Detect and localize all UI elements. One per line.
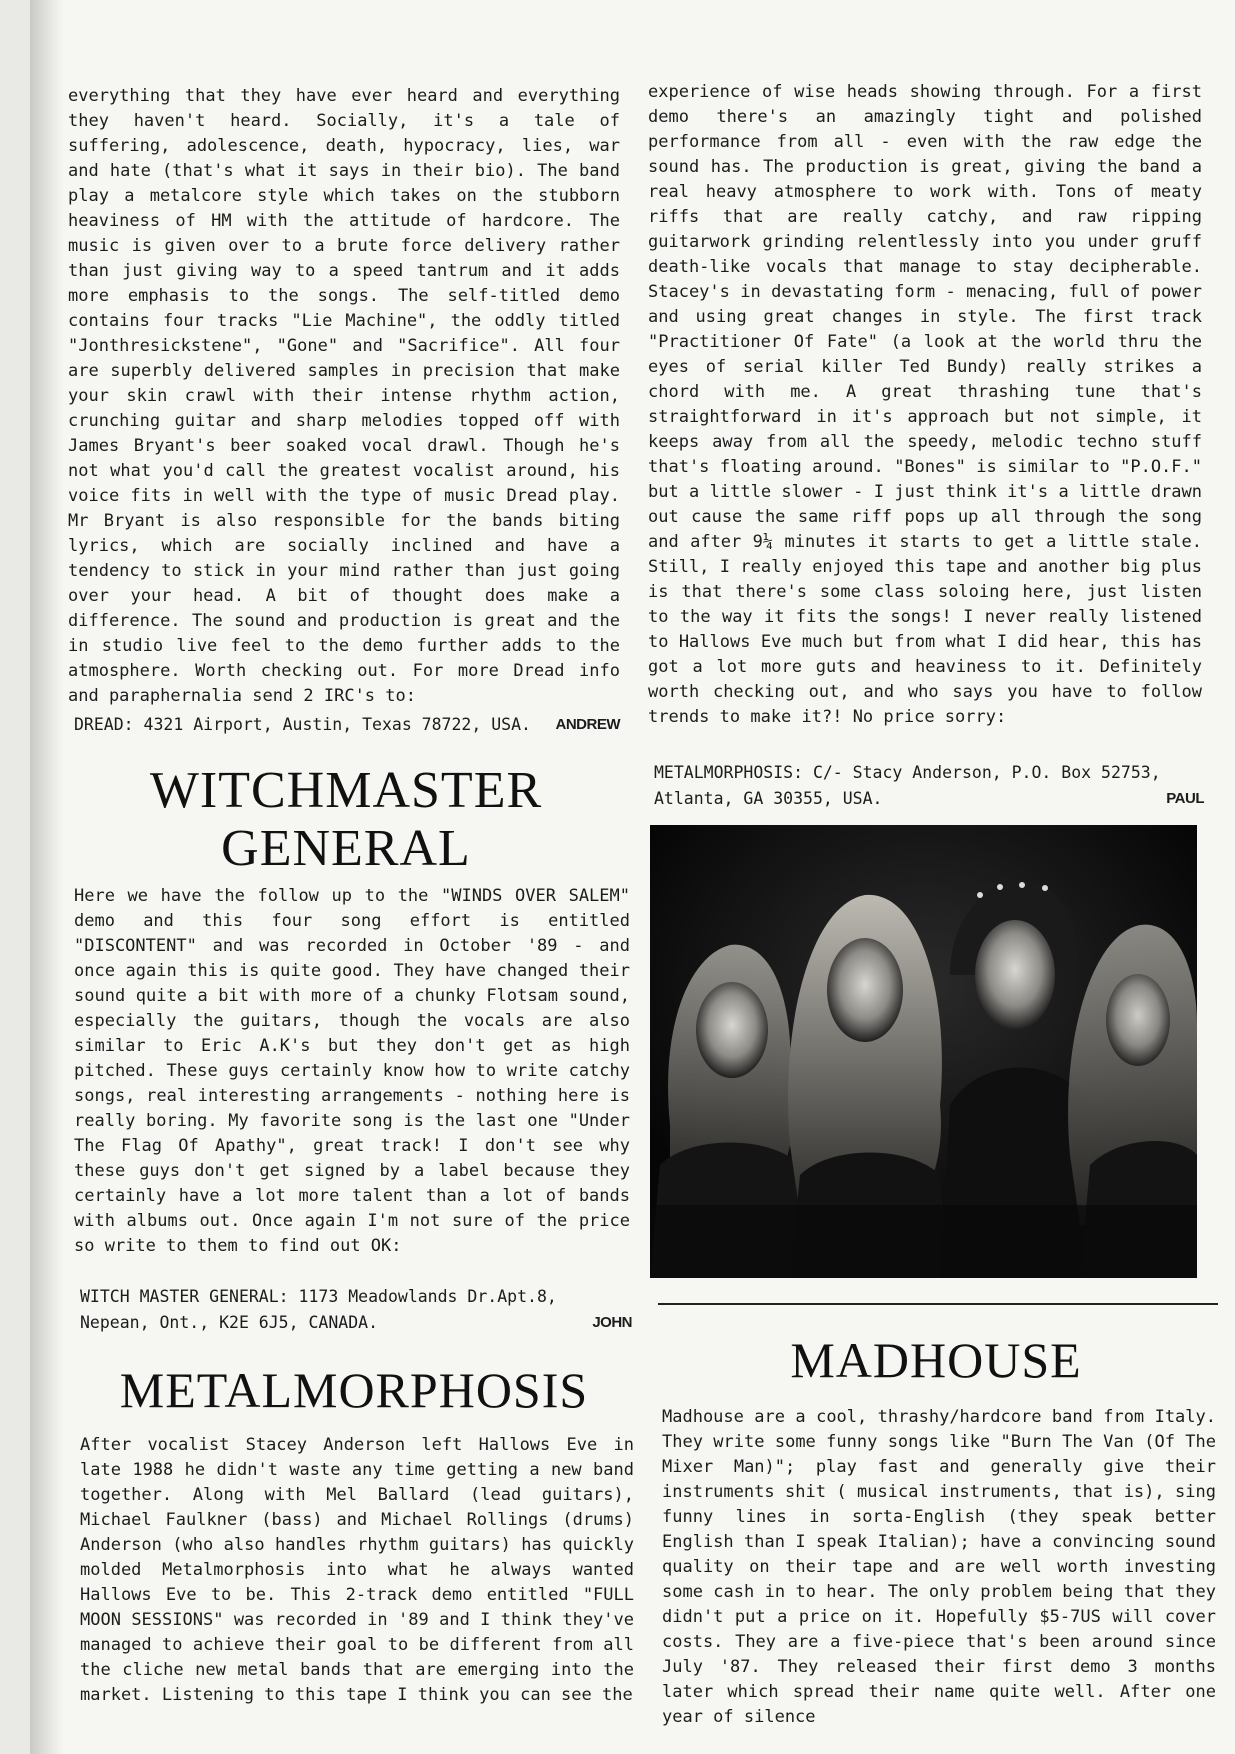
dread-review-body: everything that they have ever heard and everything they haven't heard. Socially, it's a tale of suffering, adolescence, death, hypocracy, lies, war and hate (that's what it says in their bio). The band play a metalcore style which takes on the stubborn heaviness of HM with the attitude of hardcore. The music is given over to a brute force delivery rather than just giving way to a speed tantrum and it adds more emphasis to the songs. The self-titled demo contains four tracks "Lie Machine", the oddly titled "Jonthresickstene", "Gone" and "Sacrifice". All four are superbly delivered samples in precision that make your skin crawl with their intense rhythm action, crunching guitar and sharp melodies topped off with James Bryant's beer soaked vocal drawl. Though he's not what you'd call the greatest vocalist around, his voice fits in well with the type of music Dread play. Mr Bryant is also responsible for the bands biting lyrics, which are socially inclined and have a tendency to stick in your mind rather than just going over your head. A bit of thought does make a difference. The sound and production is great and the in studio live feel to the demo further adds to the atmosphere. Worth checking out. For more Dread info and paraphernalia send 2 IRC's to: xyxy=(68,86,620,706)
madhouse-heading xyxy=(656,1330,1216,1390)
madhouse-review xyxy=(662,1405,1216,1730)
witchmaster-address: WITCH MASTER GENERAL: 1173 Meadowlands Dr.Apt.8, Nepean, Ont., K2E 6J5, CANADA. xyxy=(80,1287,557,1332)
witchmaster-review xyxy=(74,884,630,1259)
metalmorphosis-address-block xyxy=(654,760,1204,812)
madhouse-body: Madhouse are a cool, thrashy/hardcore band from Italy. They write some funny songs like "Burn The Van (Of The Mixer Man)"; play fast and generally give their instruments shit ( musical instruments, that is), sing funny lines in sorta-English (they speak better English than I speak Italian); have a convincing sound quality on their tape and are well worth investing some cash in to hear. The only problem being that they didn't put a price on it. Hopefully $5-7US will cover costs. They are a five-piece that's been around since July '87. They released their first demo 3 months later which spread their name quite well. After one year of silence xyxy=(662,1407,1216,1727)
metalmorphosis-address: METALMORPHOSIS: C/- Stacy Anderson, P.O. Box 52753, Atlanta, GA 30355, USA. xyxy=(654,763,1161,808)
band-photo xyxy=(650,825,1197,1278)
dread-address-block xyxy=(74,712,620,738)
witchmaster-author: JOHN xyxy=(592,1314,632,1331)
page-edge-shadow xyxy=(30,0,64,1754)
witchmaster-title-line2: GENERAL xyxy=(221,820,471,877)
dread-address: DREAD: 4321 Airport, Austin, Texas 78722, USA. xyxy=(74,715,531,734)
metalmorphosis-title: METALMORPHOSIS xyxy=(119,1362,589,1418)
dread-author: ANDREW xyxy=(555,716,620,733)
metalmorphosis-continued xyxy=(648,80,1202,730)
metalmorphosis-continued-body: experience of wise heads showing through. For a first demo there's an amazingly tight and polished performance from all - even with the raw edge the sound has. The production is great, giving the band a real heavy atmosphere to work with. Tons of meaty riffs that are really catchy, and raw ripping guitarwork grinding relentlessly into you under gruff death-like vocals that manage to stay decipherable. Stacey's in devastating form - menacing, full of power and using great changes in style. The first track "Practitioner Of Fate" (a look at the world thru the eyes of serial killer Ted Bundy) really strikes a chord with me. A great thrashing tune that's straightforward in it's approach but not simple, it keeps away from all the speedy, melodic techno stuff that's floating around. "Bones" is similar to "P.O.F." but a little slower - I just think it's a little drawn out cause the same riff pops up all through the song and after 9¼ minutes it starts to get a little stale. Still, I really enjoyed this tape and another big plus is that there's some class soloing here, just listen to the way it fits the songs! I never really listened to Hallows Eve much but from what I did hear, this has got a lot more guts and heaviness to it. Definitely worth checking out, and who says you have to follow trends to make it?! No price sorry: xyxy=(648,82,1202,727)
witchmaster-title-line1: WITCHMASTER xyxy=(149,762,543,819)
metalmorphosis-author: PAUL xyxy=(1166,790,1204,807)
metalmorphosis-body: After vocalist Stacey Anderson left Hallows Eve in late 1988 he didn't waste any time getting a new band together. Along with Mel Ballard (lead guitars), Michael Faulkner (bass) and Michael Rollings (drums) Anderson (who also handles rhythm guitars) has quickly molded Metalmorphosis into what he always wanted Hallows Eve to be. This 2-track demo entitled "FULL MOON SESSIONS" was recorded in '89 and I think they've managed to achieve their goal to be different from all the cliche new metal bands that are emerging into the market. Listening to this tape I think you can see the xyxy=(80,1435,634,1705)
metalmorphosis-review xyxy=(80,1433,634,1708)
dread-review xyxy=(68,84,620,709)
witchmaster-heading xyxy=(66,762,626,878)
witchmaster-address-block xyxy=(80,1284,632,1336)
metalmorphosis-heading xyxy=(74,1360,634,1420)
band-photo-image xyxy=(650,825,1197,1278)
section-divider xyxy=(658,1303,1218,1305)
witchmaster-body: Here we have the follow up to the "WINDS OVER SALEM" demo and this four song effort is entitled "DISCONTENT" and was recorded in October '89 - and once again this is quite good. They have changed their sound quite a bit with more of a chunky Flotsam sound, especially the guitars, though the vocals are also similar to Eric A.K's but they don't get as high pitched. These guys certainly know how to write catchy songs, real interesting arrangements - nothing here is really boring. My favorite song is the last one "Under The Flag Of Apathy", great track! I don't see why these guys don't get signed by a label because they certainly have a lot more talent than a lot of bands with albums out. Once again I'm not sure of the price so write to them to find out OK: xyxy=(74,886,630,1256)
madhouse-title: MADHOUSE xyxy=(790,1332,1082,1388)
